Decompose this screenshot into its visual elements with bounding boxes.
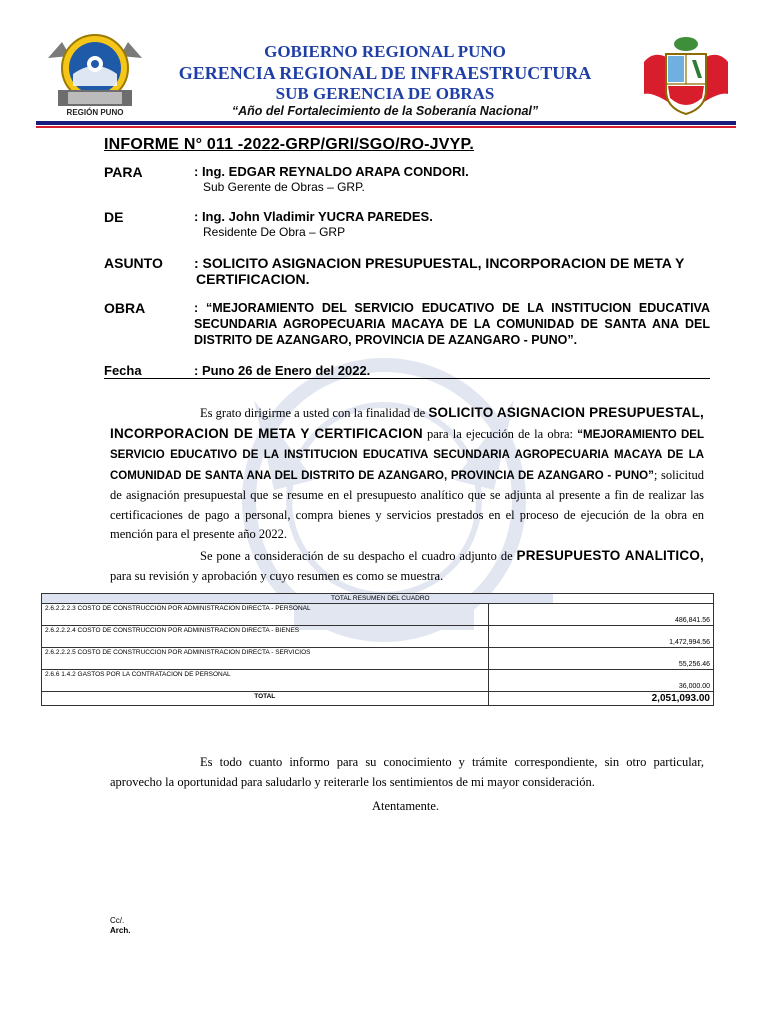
footer-cc: Cc/. bbox=[110, 916, 125, 925]
obra-text: : “MEJORAMIENTO DEL SERVICIO EDUCATIVO DE LA INSTITUCION EDUCATIVA SECUNDARIA AGROPECUARIA MACAYA DE LA COMUNIDAD DE SANTA ANA DEL DISTRITO DE AZANGARO, PROVINCIA DE AZANGARO - PUNO”. bbox=[194, 301, 710, 347]
table-row-desc: 2.6.2.2.2.5 COSTO DE CONSTRUCCION POR ADMINISTRACION DIRECTA - SERVICIOS bbox=[42, 648, 489, 670]
table-row-value: 1,472,994.56 bbox=[488, 626, 714, 648]
fecha-divider bbox=[104, 378, 710, 379]
table-row-value: 486,841.56 bbox=[488, 604, 714, 626]
footer-arch: Arch. bbox=[110, 926, 131, 935]
p2-presupuesto: PRESUPUESTO ANALITICO, bbox=[516, 548, 704, 563]
informe-title: INFORME N° 011 -2022-GRP/GRI/SGO/RO-JVYP. bbox=[104, 136, 474, 153]
table-row bbox=[42, 670, 714, 692]
logo-caption: REGIÓN PUNO bbox=[66, 108, 124, 117]
coat-of-arms-icon bbox=[640, 32, 732, 120]
asunto-line-1: : SOLICITO ASIGNACION PRESUPUESTAL, INCORPORACION DE META Y bbox=[194, 255, 685, 271]
table-row bbox=[42, 648, 714, 670]
closing-text: Atentamente. bbox=[372, 799, 439, 813]
body-paragraph-1 bbox=[110, 403, 704, 545]
de-sub: Residente De Obra – GRP bbox=[203, 225, 346, 239]
asunto-line-2: CERTIFICACION. bbox=[196, 271, 310, 287]
header-line-2: GERENCIA REGIONAL DE INFRAESTRUCTURA bbox=[178, 63, 592, 83]
table-total-row bbox=[42, 692, 714, 706]
p1-project-name: “MEJORAMIENTO DEL SERVICIO EDUCATIVO DE LA INSTITUCION EDUCATIVA SECUNDARIA AGROPECUARIA MACAYA DE LA COMUNIDAD DE SANTA ANA DEL DISTRITO DE AZANGARO, PROVINCIA DE AZANGARO - PUNO” bbox=[110, 428, 705, 482]
body-paragraph-3 bbox=[110, 753, 704, 792]
p1-connector: para la ejecución de la obra: bbox=[422, 426, 578, 441]
table-row-value: 55,256.46 bbox=[488, 648, 714, 670]
asunto-label: ASUNTO bbox=[104, 255, 163, 271]
table-total-label: TOTAL bbox=[42, 692, 489, 706]
de-value: : Ing. John Vladimir YUCRA PAREDES. bbox=[194, 209, 433, 224]
body-paragraph-2 bbox=[110, 546, 704, 586]
de-label: DE bbox=[104, 209, 124, 225]
region-puno-emblem-icon bbox=[40, 28, 150, 120]
table-row-value: 36,000.00 bbox=[488, 670, 714, 692]
p1-request: SOLICITO ASIGNACION PRESUPUESTAL, INCORPORACION DE META Y CERTIFICACION bbox=[110, 405, 704, 441]
p3-text: Es todo cuanto informo para su conocimiento y trámite correspondiente, sin otro particular, aprovecho la oportunidad para saludarlo y reiterarle los sentimientos de mi mayor consideración. bbox=[110, 755, 704, 789]
para-label: PARA bbox=[104, 164, 143, 180]
header-divider-blue bbox=[36, 121, 736, 125]
p2-end: para su revisión y aprobación y cuyo resumen es como se muestra. bbox=[110, 568, 444, 583]
budget-summary-table bbox=[41, 593, 714, 706]
fecha-value: : Puno 26 de Enero del 2022. bbox=[194, 363, 371, 378]
table-row bbox=[42, 626, 714, 648]
table-row-desc: 2.6.2.2.2.4 COSTO DE CONSTRUCCION POR ADMINISTRACION DIRECTA - BIENES bbox=[42, 626, 489, 648]
p2-intro: Se pone a consideración de su despacho el cuadro adjunto de bbox=[200, 549, 517, 563]
p1-intro: Es grato dirigirme a usted con la finalidad de bbox=[200, 406, 429, 420]
para-sub: Sub Gerente de Obras – GRP. bbox=[203, 180, 365, 194]
table-header: TOTAL RESUMEN DEL CUADRO bbox=[328, 594, 554, 604]
peru-coat-of-arms bbox=[640, 32, 732, 120]
table-row bbox=[42, 604, 714, 626]
region-puno-logo bbox=[40, 28, 150, 120]
obra-label: OBRA bbox=[104, 300, 146, 316]
para-value: : Ing. EDGAR REYNALDO ARAPA CONDORI. bbox=[194, 164, 469, 179]
fecha-label: Fecha bbox=[104, 363, 142, 378]
header-line-1: GOBIERNO REGIONAL PUNO bbox=[264, 42, 506, 61]
header-divider-red bbox=[36, 126, 736, 128]
table-row-desc: 2.6.2.2.2.3 COSTO DE CONSTRUCCION POR ADMINISTRACION DIRECTA - PERSONAL bbox=[42, 604, 489, 626]
table-row-desc: 2.6.6 1.4.2 GASTOS POR LA CONTRATACION DE PERSONAL bbox=[42, 670, 489, 692]
header-motto: “Año del Fortalecimiento de la Soberanía Nacional” bbox=[231, 104, 539, 118]
table-header-row bbox=[42, 594, 714, 604]
header-line-3: SUB GERENCIA DE OBRAS bbox=[275, 84, 495, 103]
p1-details: ; solicitud de asignación presupuestal que se resume en el presupuesto analítico que se adjunta al presente a fin de realizar las certificaciones de pago a personal, compra bienes y servicios prestados en el proceso de ejecución de la obra en mención para el presente año 2022. bbox=[110, 467, 705, 541]
table-total-value: 2,051,093.00 bbox=[488, 692, 714, 706]
